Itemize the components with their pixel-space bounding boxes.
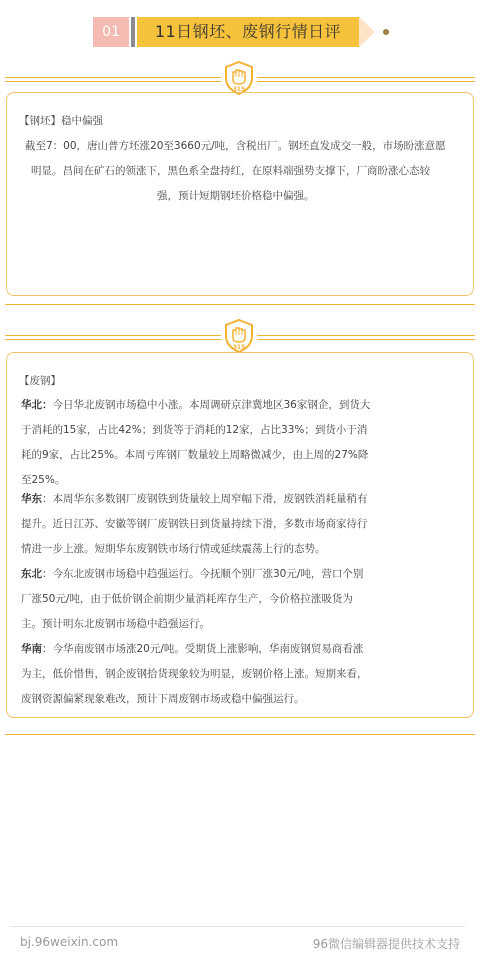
title-bar [93, 17, 393, 47]
huanan-line-2: 为主，低价惜售，钢企废钢拾货现象较为明显，废钢价格上涨。短期来看， [21, 668, 368, 680]
section2-heading: 【废钢】 [19, 375, 61, 387]
section1-heading: 【钢坯】稳中偏强 [19, 115, 103, 127]
section1-line-2: 明显。昌间在矿石的领涨下，黑色系全盘持红，在原料端强势支撑下，厂商盼涨心态较 [31, 165, 430, 177]
huanan-label: 华南 [21, 643, 42, 655]
dongbei-line-1: 东北：今东北废钢市场稳中趋强运行。今抚顺个别厂涨30元/吨，营口个别 [21, 568, 364, 580]
steel-billet-box [6, 92, 474, 296]
scrap-steel-box [6, 352, 474, 718]
dongbei-line-2: 厂涨50元/吨，由于低价钢企前期少量消耗库存生产，今价格拉涨吸货为 [21, 593, 353, 605]
shield-fist-315-icon [221, 318, 257, 354]
dongbei-line-3: 主。预计明东北废钢市场稳中趋强运行。 [21, 618, 210, 630]
shield-fist-315-icon [221, 60, 257, 96]
huabei-line-4: 至25%。 [21, 474, 66, 486]
footer-site-link[interactable]: bj.96weixin.com [20, 935, 119, 949]
title-number: 01 [93, 17, 129, 47]
huabei-label: 华北： [21, 399, 53, 411]
footer-divider [10, 926, 465, 927]
huadong-line-3: 情进一步上涨。短期华东废钢铁市场行情或延续震荡上行的态势。 [21, 543, 326, 555]
badge-text: 315 [232, 344, 246, 351]
dongbei-label: 东北 [21, 568, 42, 580]
huadong-label: 华东 [21, 493, 42, 505]
page-title: 11日钢坯、废钢行情日评 [137, 17, 359, 47]
badge-text: 315 [232, 86, 246, 93]
title-dot [383, 29, 389, 35]
divider-line [5, 304, 475, 305]
title-separator [131, 17, 135, 47]
title-arrow-shape [359, 17, 375, 47]
huanan-line-1: 华南：今华南废钢市场涨20元/吨。受期货上涨影响，华南废钢贸易商看涨 [21, 643, 364, 655]
huanan-line-3: 废钢资源偏紧现象难改，预计下周废钢市场或稳中偏强运行。 [21, 693, 305, 705]
huabei-line-3: 耗的9家，占比25%。本周亏库钢厂数量较上周略微减少，由上周的27%降 [21, 449, 369, 461]
section1-line-1: 截至7：00，唐山普方坯涨20至3660元/吨，含税出厂。钢坯直发成交一般，市场盼涨意愿 [25, 140, 446, 152]
huabei-line-2: 于消耗的15家，占比42%；到货等于消耗的12家，占比33%；到货小于消 [21, 424, 368, 436]
section-divider-1 [5, 60, 475, 96]
huabei-line-1: 华北：今日华北废钢市场稳中小涨。本周调研京津冀地区36家钢企，到货大 [21, 399, 371, 411]
footer-credit: 96微信编辑器提供技术支持 [312, 937, 460, 951]
huadong-line-2: 提升。近日江苏、安徽等钢厂废钢铁日到货量持续下滑，多数市场商家待行 [21, 518, 368, 530]
section1-line-3: 强，预计短期钢坯价格稳中偏强。 [157, 190, 315, 202]
huadong-line-1: 华东：本周华东多数钢厂废钢铁到货量较上周窄幅下滑，废钢铁消耗量稍有 [21, 493, 368, 505]
divider-line [5, 734, 475, 735]
section-divider-2 [5, 318, 475, 354]
